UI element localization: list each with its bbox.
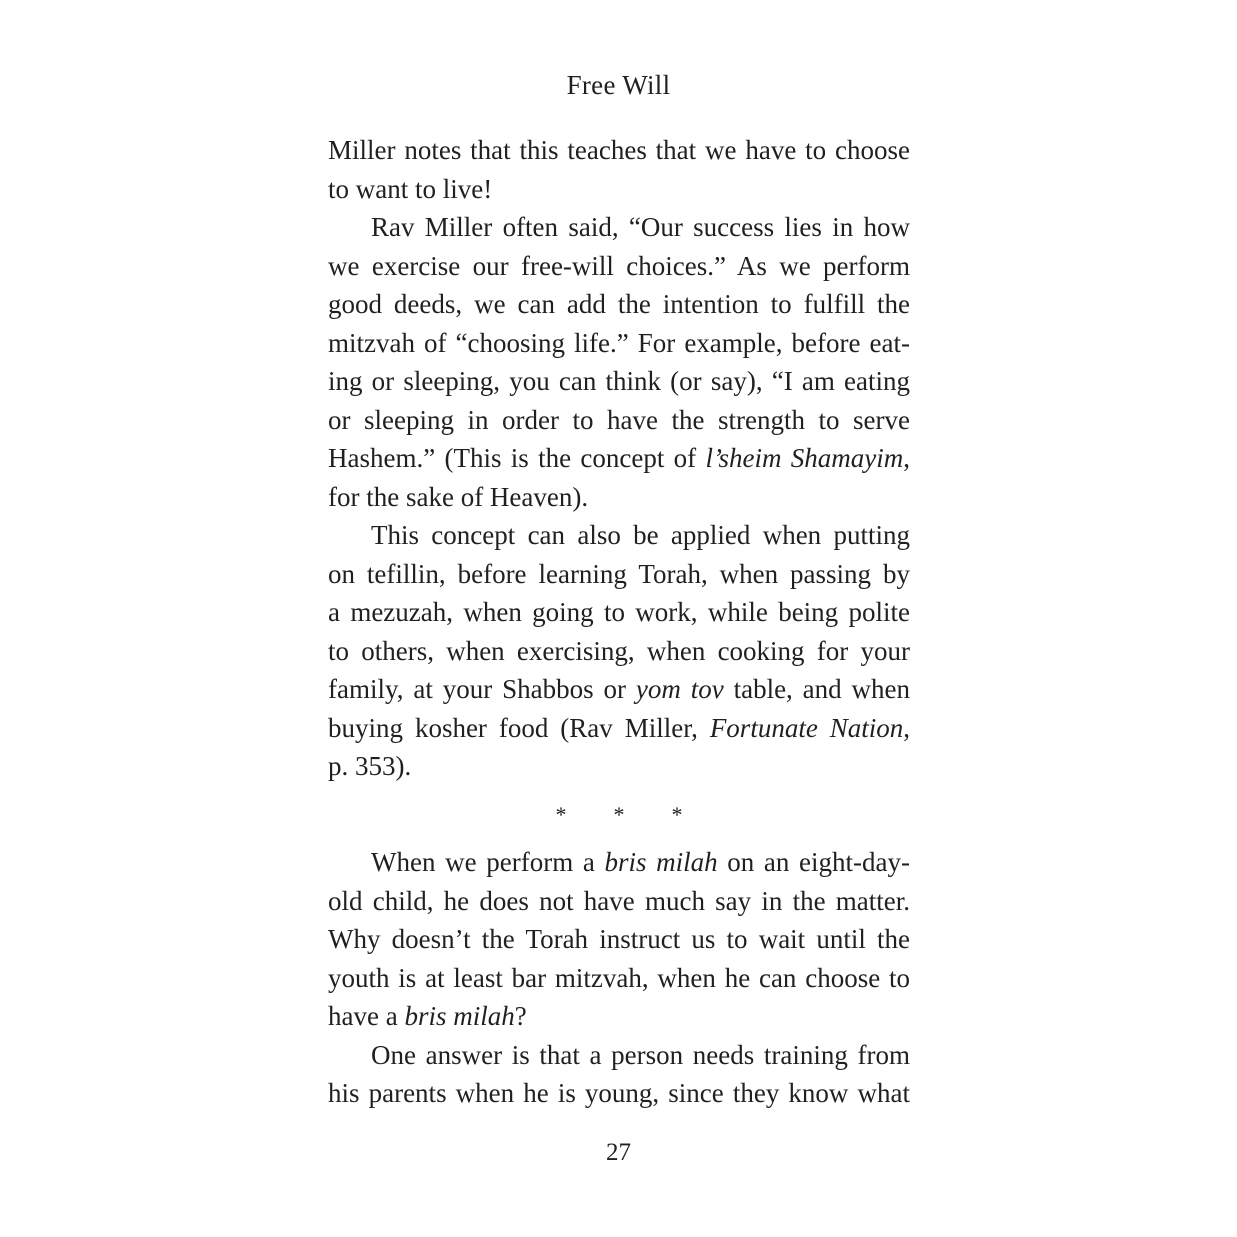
text-line: Rav Miller often said, “Our success lies in how [371,212,910,242]
text-run: , [903,443,910,473]
text-line: good deeds, we can add the intention to fulfill the [328,289,910,319]
text-line: to want to live! [328,173,493,204]
text-run: , [903,712,910,743]
text-run: have a [328,1001,405,1031]
text-line: his parents when he is young, since they know what [328,1078,910,1108]
text-line: p. 353). [328,751,412,781]
text-run: family, at your Shabbos or [328,674,636,704]
text-run: Hashem.” (This is the concept of [328,443,706,473]
text-run: When we perform a [371,847,605,877]
text-line [328,843,910,882]
text-line: or sleeping in order to have the strength to serve [328,404,910,435]
body-text [328,131,910,1113]
italic-term: yom tov [635,674,724,704]
text-line [328,709,910,748]
text-line: mitzvah of “choosing life.” For example, before eat- [328,327,910,358]
asterisk-glyph: * [671,801,683,827]
text-run: on an eight-day- [717,847,910,877]
text-line: Why doesn’t the Torah instruct us to wait until the [328,924,910,954]
italic-title: Fortunate Nation [709,712,904,743]
text-line: youth is at least bar mitzvah, when he can choose to [328,962,910,993]
text-line [328,997,910,1036]
text-line: to others, when exercising, when cooking for your [328,635,910,666]
text-line [328,439,910,478]
section-break-ornament [328,796,910,835]
text-line: on tefillin, before learning Torah, when passing by [328,558,910,589]
text-line: a mezuzah, when going to work, while being polite [328,597,910,627]
text-run: ? [514,1001,527,1031]
italic-term: bris milah [604,847,718,877]
paragraph-5 [328,1036,910,1113]
text-run: table, and when [723,674,911,704]
text-line: Miller notes that this teaches that we have to choose [328,135,910,165]
text-line: One answer is that a person needs training from [371,1039,910,1070]
text-line [328,670,910,709]
text-run: buying kosher food (Rav Miller, [328,712,710,743]
running-head: Free Will [566,70,671,100]
italic-term: bris milah [404,1001,515,1031]
asterisk-glyph: * [555,801,567,827]
paragraph-3 [328,516,910,786]
paragraph-1 [328,131,910,208]
text-line: This concept can also be applied when putting [371,520,910,550]
paragraph-4 [328,843,910,1036]
page-number: 27 [606,1139,631,1166]
italic-term: l’sheim Shamayim [705,443,904,473]
text-line: we exercise our free-will choices.” As we perform [328,250,910,281]
paragraph-2 [328,208,910,516]
text-line: ing or sleeping, you can think (or say), “I am eating [328,366,910,396]
text-line: old child, he does not have much say in the matter. [328,885,910,916]
asterisk-glyph: * [613,801,625,827]
text-line: for the sake of Heaven). [328,481,589,512]
